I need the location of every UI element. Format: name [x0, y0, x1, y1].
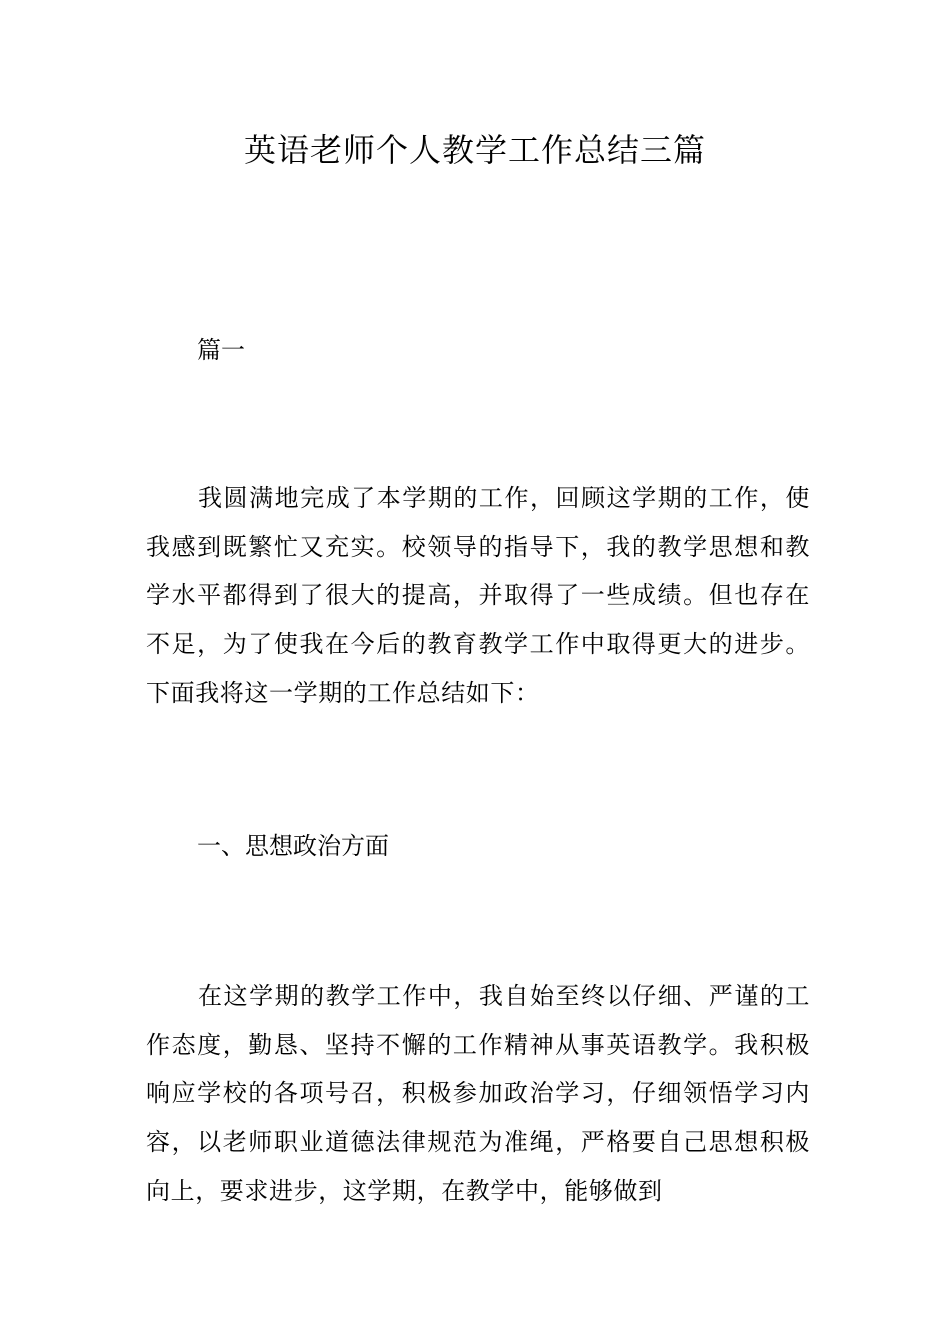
section-label: 篇一 — [197, 336, 245, 364]
intro-paragraph: 我圆满地完成了本学期的工作，回顾这学期的工作，使我感到既繁忙又充实。校领导的指导下，我的教学思想和教学水平都得到了很大的提高，并取得了一些成绩。但也存在不足，为了使我在今后的教育教学工作中取得更大的进步。下面我将这一学期的工作总结如下： — [146, 484, 810, 707]
document-title: 英语老师个人教学工作总结三篇 — [243, 131, 706, 169]
body-paragraph-1: 在这学期的教学工作中，我自始至终以仔细、严谨的工作态度，勤恳、坚持不懈的工作精神从事英语教学。我积极响应学校的各项号召，积极参加政治学习，仔细领悟学习内容，以老师职业道德法律规范为准绳，严格要自己思想积极向上，要求进步，这学期，在教学中，能够做到 — [146, 982, 810, 1205]
subheading-thought-politics: 一、思想政治方面 — [197, 832, 389, 860]
